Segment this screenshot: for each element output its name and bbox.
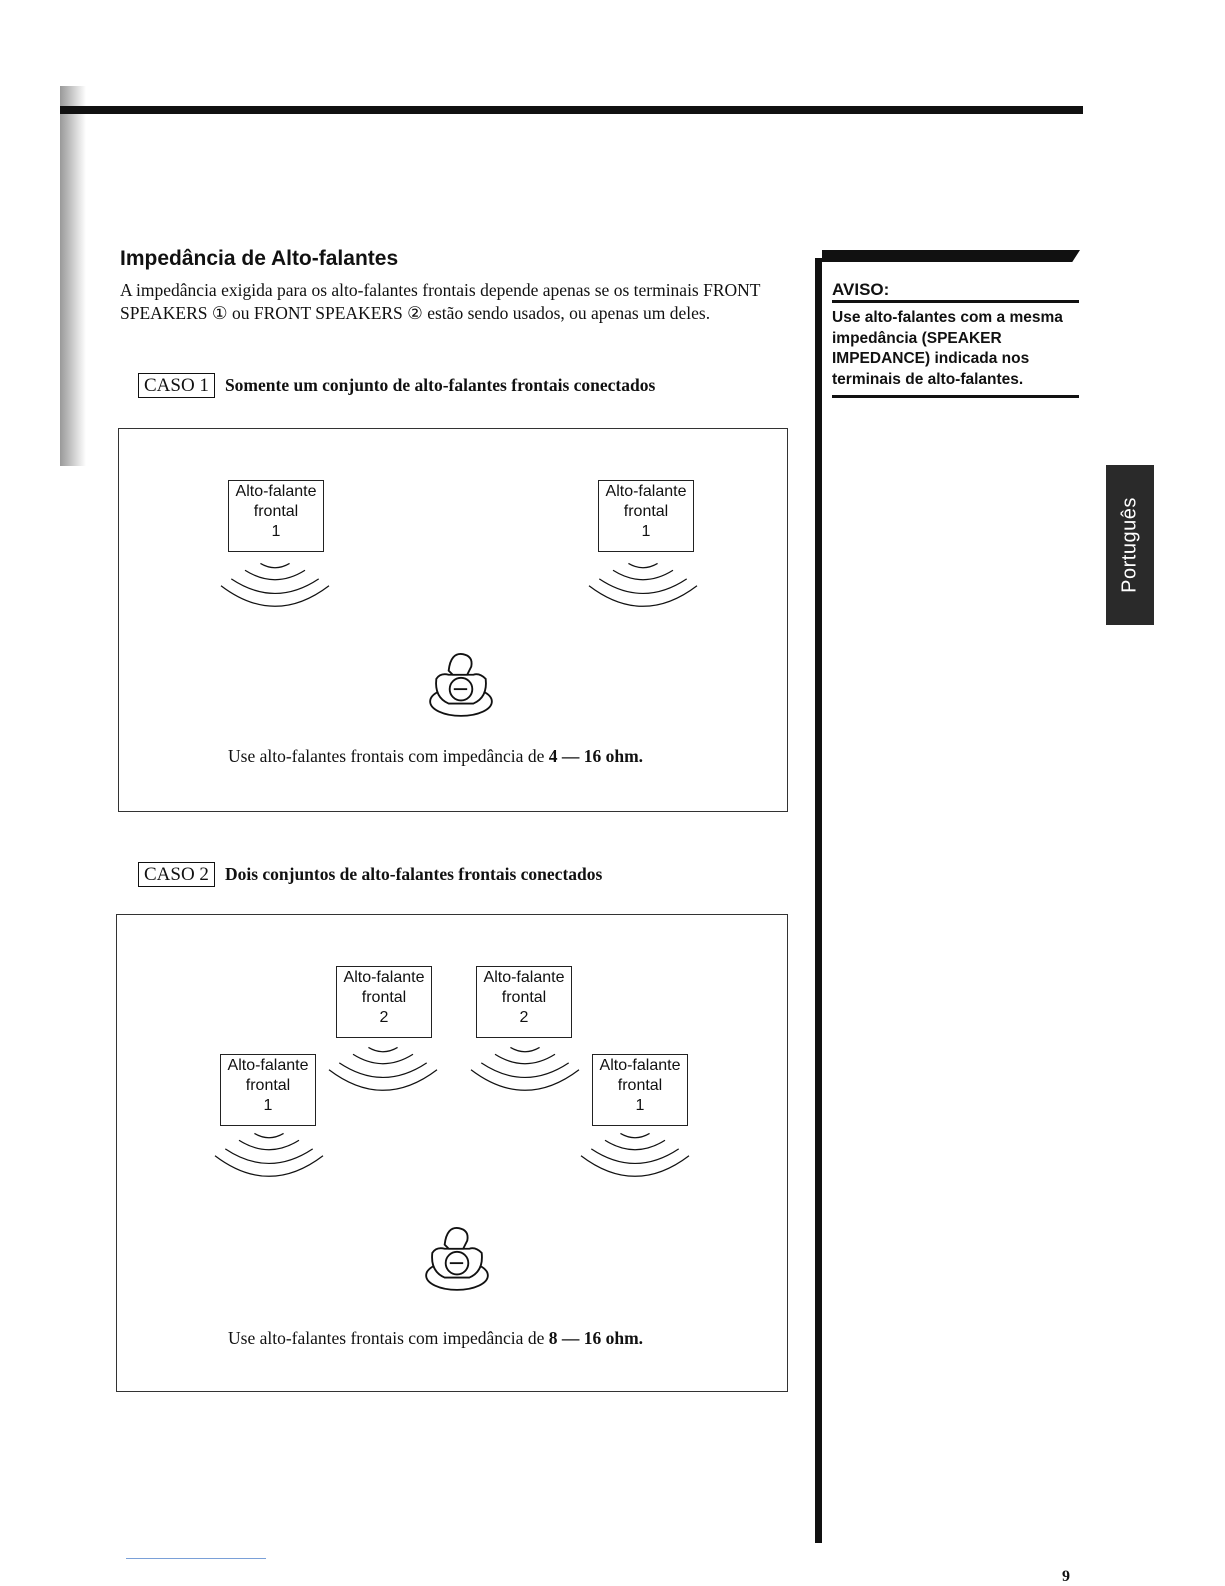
listener-icon — [428, 648, 494, 720]
caso1-heading — [138, 375, 655, 397]
caso2-speaker-2-right — [476, 966, 572, 1038]
caso2-speaker-1-right — [592, 1054, 688, 1126]
caso1-label: CASO 1 — [138, 373, 215, 398]
section-heading: Impedância de Alto-falantes — [120, 247, 399, 270]
caso1-note — [228, 746, 643, 767]
speaker-number: 1 — [641, 523, 651, 540]
aviso-rule-bottom — [832, 395, 1079, 398]
speaker-label: frontal — [253, 503, 299, 520]
caso2-note-text: Use alto-falantes frontais com impedância de — [228, 1328, 549, 1348]
speaker-label: Alto-falante — [605, 483, 687, 500]
caso1-title: Somente um conjunto de alto-falantes frontais conectados — [224, 375, 656, 395]
speaker-label: frontal — [245, 1077, 291, 1094]
sound-wave-icon — [318, 1044, 448, 1104]
sound-wave-icon — [204, 1130, 334, 1190]
speaker-number: 1 — [271, 523, 281, 540]
speaker-number: 2 — [379, 1009, 389, 1026]
aviso-text: Use alto-falantes com a mesma impedância (SPEAKER IMPEDANCE) indicada nos terminais de alto-falantes. — [832, 309, 1063, 388]
listener-icon — [424, 1222, 490, 1294]
speaker-label: frontal — [361, 989, 407, 1006]
speaker-label: frontal — [617, 1077, 663, 1094]
top-rule — [60, 106, 1083, 114]
language-tab-label: Português — [1118, 497, 1141, 593]
speaker-label: frontal — [501, 989, 547, 1006]
speaker-label: frontal — [623, 503, 669, 520]
caso1-speaker-left — [228, 480, 324, 552]
speaker-label: Alto-falante — [483, 969, 565, 986]
page-number: 9 — [1062, 1568, 1070, 1585]
caso2-speaker-2-left — [336, 966, 432, 1038]
sound-wave-icon — [578, 560, 708, 620]
caso1-speaker-right — [598, 480, 694, 552]
speaker-label: Alto-falante — [343, 969, 425, 986]
caso1-note-value: 4 — 16 ohm. — [548, 746, 644, 766]
speaker-label: Alto-falante — [235, 483, 317, 500]
caso2-title: Dois conjuntos de alto-falantes frontais conectados — [224, 864, 603, 884]
aviso-rule — [832, 300, 1079, 303]
intro-paragraph: A impedância exigida para os alto-falantes frontais depende apenas se os terminais FRONT SPEAKERS ① ou FRONT SPEAKERS ② estão sendo usados, ou apenas um deles. — [120, 280, 761, 323]
caso2-note — [228, 1328, 643, 1349]
caso2-heading — [138, 864, 602, 886]
sidebar-divider — [815, 258, 822, 1543]
speaker-number: 1 — [263, 1097, 273, 1114]
speaker-number: 1 — [635, 1097, 645, 1114]
language-tab — [1106, 465, 1154, 625]
speaker-label: Alto-falante — [227, 1057, 309, 1074]
speaker-number: 2 — [519, 1009, 529, 1026]
speaker-label: Alto-falante — [599, 1057, 681, 1074]
caso2-label: CASO 2 — [138, 862, 215, 887]
caso1-note-text: Use alto-falantes frontais com impedância de — [228, 746, 549, 766]
bottom-rule — [126, 1558, 266, 1559]
page-edge-shadow — [60, 86, 86, 466]
caso2-speaker-1-left — [220, 1054, 316, 1126]
aviso-header-bar — [822, 250, 1080, 262]
sound-wave-icon — [460, 1044, 590, 1104]
sound-wave-icon — [210, 560, 340, 620]
sound-wave-icon — [570, 1130, 700, 1190]
caso2-note-value: 8 — 16 ohm. — [548, 1328, 644, 1348]
aviso-title: AVISO: — [832, 280, 890, 299]
